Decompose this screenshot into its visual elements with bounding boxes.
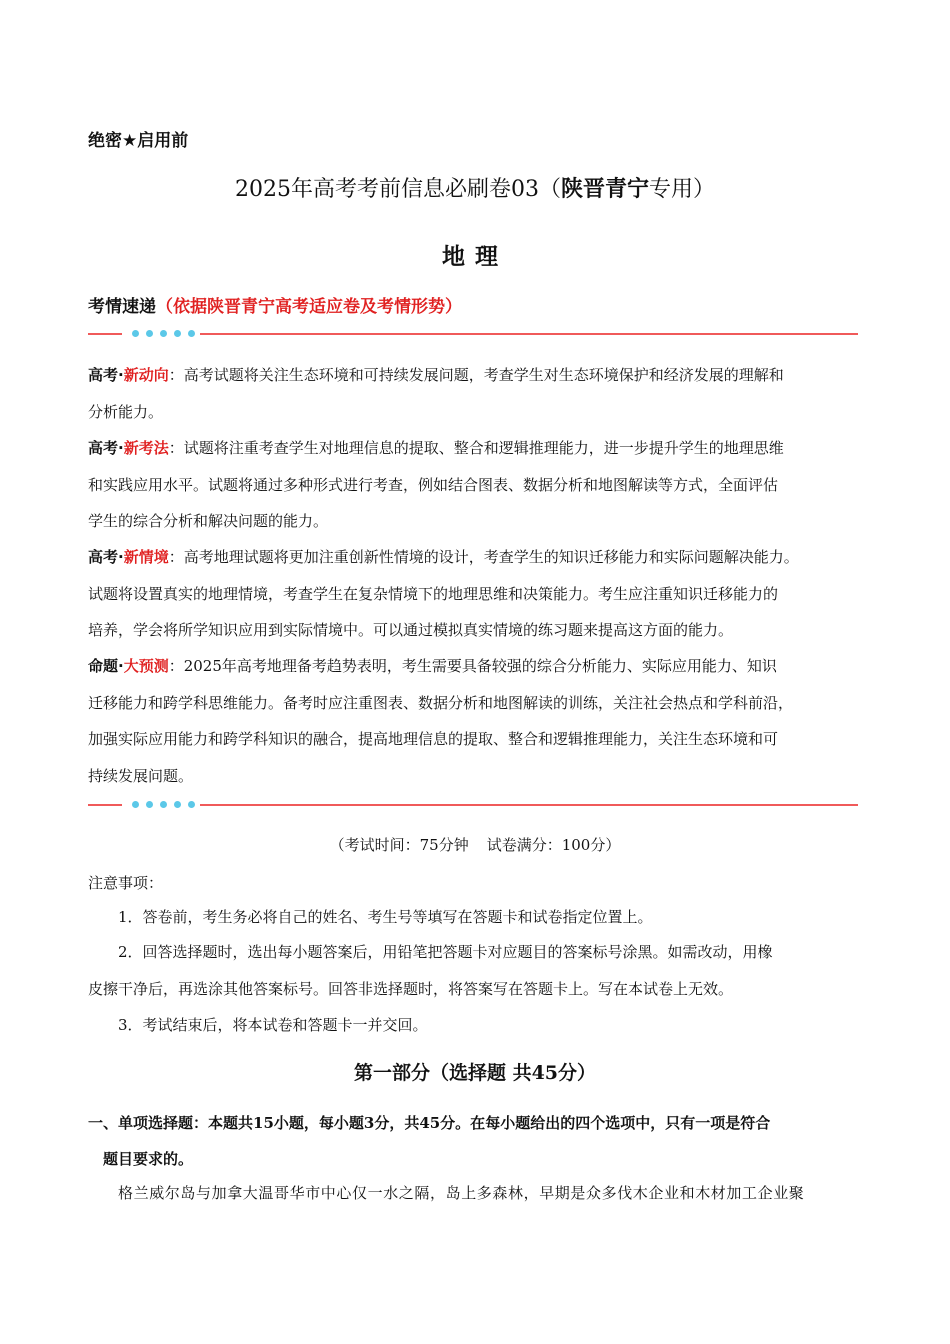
- title-prefix: 2025年高考考前信息必刷卷03（: [234, 177, 561, 202]
- note-item-1: 1．答卷前，考生务必将自己的姓名、考生号等填写在答题卡和试卷指定位置上。: [118, 908, 653, 926]
- trend-section-new-method: 高考·新考法：试题将注重考查学生对地理信息的提取、整合和逻辑推理能力，进一步提升学生的地理思维 和实践应用水平。试题将通过多种形式进行考查，例如结合图表、数据分析和地图解读等方式，全面评估 学生的综合分析和解决问题的能力。: [88, 439, 784, 530]
- notes-title: 注意事项：: [88, 874, 164, 892]
- section-label: 命题·大预测: [88, 657, 169, 675]
- divider-line-left: [88, 333, 122, 335]
- divider-line-right: [200, 333, 858, 335]
- section-label: 高考·新动向: [88, 366, 169, 384]
- question-instruction-line-1: 一、单项选择题：本题共15小题，每小题3分，共45分。在每小题给出的四个选项中，只有一项是符合: [88, 1114, 771, 1132]
- subject-title: 地理: [442, 244, 508, 270]
- trend-section-new-direction: 高考·新动向：高考试题将关注生态环境和可持续发展问题，考查学生对生态环境保护和经济发展的理解和 分析能力。: [88, 366, 784, 421]
- title-region: 陕晋青宁: [560, 177, 649, 202]
- section-divider-top: [88, 328, 858, 340]
- divider-dot: [146, 330, 153, 337]
- divider-dot: [174, 330, 181, 337]
- divider-line-right: [200, 804, 858, 806]
- exam-time: （考试时间：75分钟: [329, 836, 469, 854]
- divider-dot: [160, 801, 167, 808]
- divider-dot: [146, 801, 153, 808]
- divider-dot: [188, 330, 195, 337]
- part-title: 第一部分（选择题 共45分）: [353, 1062, 597, 1084]
- divider-dot: [174, 801, 181, 808]
- question-instruction-line-2: 题目要求的。: [103, 1150, 194, 1168]
- note-item-2-line-2: 皮擦干净后，再选涂其他答案标号。回答非选择题时，将答案写在答题卡上。写在本试卷上无效。: [88, 980, 734, 998]
- title-suffix: 专用）: [648, 177, 715, 202]
- kaoqing-label: 考情速递: [88, 297, 156, 317]
- question-passage: 格兰威尔岛与加拿大温哥华市中心仅一水之隔，岛上多森林，早期是众多伐木企业和木材加工企业聚: [118, 1184, 805, 1202]
- divider-dot: [160, 330, 167, 337]
- section-label: 高考·新情境: [88, 548, 169, 566]
- divider-dot: [188, 801, 195, 808]
- trend-section-prediction: 命题·大预测：2025年高考地理备考趋势表明，考生需要具备较强的综合分析能力、实际应用能力、知识 迁移能力和跨学科思维能力。备考时应注重图表、数据分析和地图解读的训练，关注社会热点和学科前沿， 加强实际应用能力和跨学科知识的融合，提高地理信息的提取、整合和逻辑推理能力，关注生态环境和可 持续发展问题。: [88, 657, 794, 785]
- exam-time-score: [0, 834, 950, 855]
- divider-line-left: [88, 804, 122, 806]
- section-label: 高考·新考法: [88, 439, 169, 457]
- section-divider-bottom: [88, 799, 858, 811]
- kaoqing-basis: （依据陕晋青宁高考适应卷及考情形势）: [156, 297, 462, 317]
- kaoqing-heading: [88, 292, 462, 317]
- trend-section-new-context: 高考·新情境：高考地理试题将更加注重创新性情境的设计，考查学生的知识迁移能力和实际问题解决能力。 试题将设置真实的地理情境，考查学生在复杂情境下的地理思维和决策能力。考生应注重知识迁移能力的 培养，学会将所学知识应用到实际情境中。可以通过模拟真实情境的练习题来提高这方面的能力。: [88, 548, 799, 639]
- divider-dot: [132, 330, 139, 337]
- note-item-2-line-1: 2．回答选择题时，选出每小题答案后，用铅笔把答题卡对应题目的答案标号涂黑。如需改动，用橡: [118, 943, 773, 961]
- exam-score: 试卷满分：100分）: [486, 836, 621, 854]
- exam-title: [0, 172, 950, 203]
- confidential-mark: 绝密★启用前: [88, 131, 189, 151]
- note-item-3: 3．考试结束后，将本试卷和答题卡一并交回。: [118, 1016, 428, 1034]
- divider-dot: [132, 801, 139, 808]
